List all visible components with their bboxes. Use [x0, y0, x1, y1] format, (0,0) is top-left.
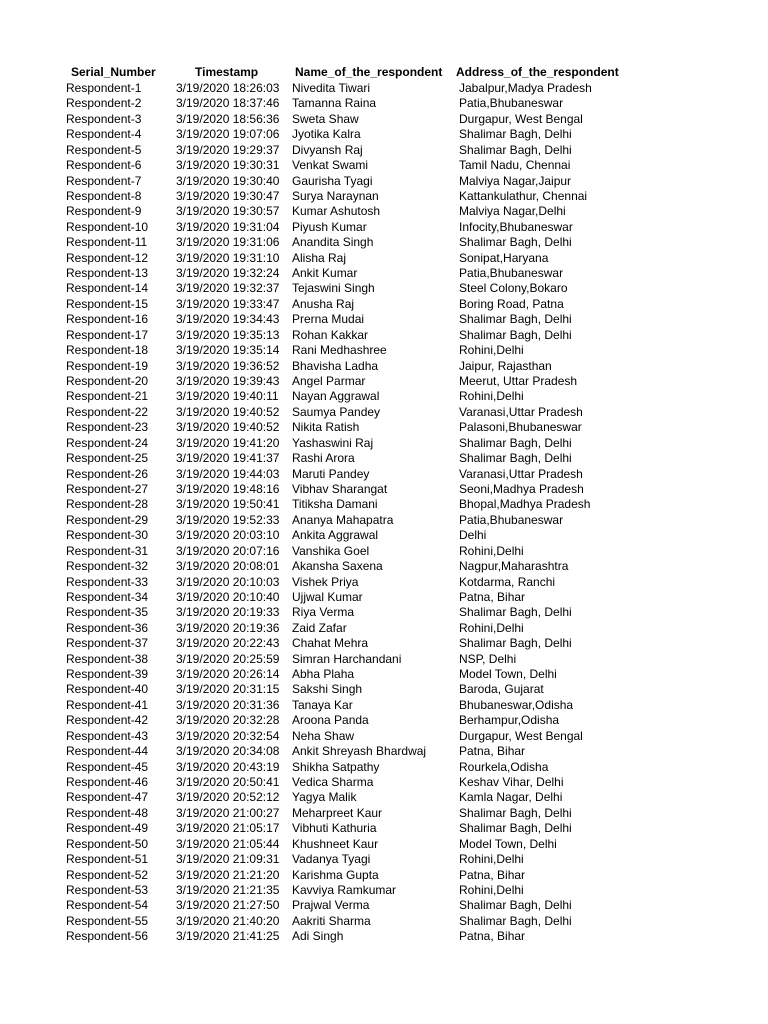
cell-serial-number: Respondent-7 — [66, 173, 142, 188]
cell-serial-number: Respondent-37 — [66, 636, 149, 651]
cell-name: Simran Harchandani — [292, 651, 402, 666]
table-row — [0, 621, 768, 636]
cell-address: Patia,Bhubaneswar — [459, 96, 564, 111]
cell-timestamp: 3/19/2020 19:31:06 — [176, 235, 280, 250]
cell-serial-number: Respondent-53 — [66, 882, 149, 897]
cell-timestamp: 3/19/2020 20:52:12 — [176, 790, 280, 805]
cell-serial-number: Respondent-30 — [66, 528, 149, 543]
cell-name: Anusha Raj — [292, 296, 355, 311]
cell-serial-number: Respondent-44 — [66, 744, 149, 759]
cell-address: Shalimar Bagh, Delhi — [459, 605, 572, 620]
cell-address: Seoni,Madhya Pradesh — [459, 481, 584, 496]
cell-address: Delhi — [459, 528, 487, 543]
cell-serial-number: Respondent-8 — [66, 188, 142, 203]
cell-address: Tamil Nadu, Chennai — [459, 158, 571, 173]
cell-serial-number: Respondent-11 — [66, 235, 148, 250]
cell-timestamp: 3/19/2020 19:41:20 — [176, 435, 280, 450]
cell-timestamp: 3/19/2020 19:35:14 — [176, 343, 280, 358]
cell-serial-number: Respondent-23 — [66, 420, 149, 435]
cell-address: Infocity,Bhubaneswar — [459, 219, 573, 234]
cell-timestamp: 3/19/2020 19:40:11 — [176, 389, 279, 404]
cell-address: Kotdarma, Ranchi — [459, 574, 556, 589]
cell-name: Vibhav Sharangat — [292, 481, 388, 496]
cell-name: Riya Verma — [292, 605, 355, 620]
table-row — [0, 914, 768, 929]
cell-serial-number: Respondent-36 — [66, 620, 149, 635]
header-timestamp: Timestamp — [195, 65, 259, 79]
cell-timestamp: 3/19/2020 20:31:15 — [176, 682, 280, 697]
cell-timestamp: 3/19/2020 20:43:19 — [176, 759, 280, 774]
cell-address: Berhampur,Odisha — [459, 713, 560, 728]
cell-serial-number: Respondent-52 — [66, 867, 149, 882]
cell-serial-number: Respondent-28 — [66, 497, 149, 512]
table-row — [0, 204, 768, 219]
cell-name: Prajwal Verma — [292, 898, 370, 913]
cell-name: Karishma Gupta — [292, 867, 379, 882]
cell-address: Shalimar Bagh, Delhi — [459, 451, 572, 466]
cell-serial-number: Respondent-34 — [66, 589, 149, 604]
cell-timestamp: 3/19/2020 20:32:28 — [176, 713, 280, 728]
cell-name: Ankit Kumar — [292, 266, 358, 281]
cell-serial-number: Respondent-24 — [66, 435, 149, 450]
cell-serial-number: Respondent-51 — [66, 852, 149, 867]
table-row — [0, 497, 768, 512]
cell-timestamp: 3/19/2020 20:10:03 — [176, 574, 280, 589]
cell-address: Steel Colony,Bokaro — [459, 281, 568, 296]
cell-name: Sakshi Singh — [292, 682, 363, 697]
cell-name: Tanaya Kar — [292, 697, 353, 712]
cell-name: Alisha Raj — [292, 250, 347, 265]
cell-serial-number: Respondent-46 — [66, 774, 149, 789]
cell-name: Saumya Pandey — [292, 404, 381, 419]
cell-timestamp: 3/19/2020 18:56:36 — [176, 111, 280, 126]
cell-serial-number: Respondent-54 — [66, 898, 149, 913]
cell-timestamp: 3/19/2020 20:07:16 — [176, 543, 280, 558]
cell-address: Shalimar Bagh, Delhi — [459, 898, 572, 913]
table-row — [0, 744, 768, 759]
cell-name: Neha Shaw — [292, 728, 355, 743]
cell-timestamp: 3/19/2020 20:10:40 — [176, 589, 280, 604]
cell-address: NSP, Delhi — [459, 651, 517, 666]
cell-address: Jaipur, Rajasthan — [459, 358, 552, 373]
cell-serial-number: Respondent-17 — [66, 327, 149, 342]
cell-serial-number: Respondent-25 — [66, 451, 149, 466]
cell-address: Malviya Nagar,Jaipur — [459, 173, 572, 188]
table-row — [0, 713, 768, 728]
table-row — [0, 775, 768, 790]
cell-timestamp: 3/19/2020 20:26:14 — [176, 667, 280, 682]
table-row — [0, 389, 768, 404]
cell-timestamp: 3/19/2020 20:32:54 — [176, 728, 280, 743]
cell-timestamp: 3/19/2020 19:41:37 — [176, 451, 280, 466]
cell-serial-number: Respondent-47 — [66, 790, 149, 805]
cell-timestamp: 3/19/2020 21:05:17 — [176, 821, 280, 836]
table-row — [0, 343, 768, 358]
cell-name: Anandita Singh — [292, 235, 374, 250]
cell-name: Tejaswini Singh — [292, 281, 375, 296]
cell-name: Meharpreet Kaur — [292, 805, 383, 820]
table-row — [0, 235, 768, 250]
table-row — [0, 220, 768, 235]
table-row — [0, 575, 768, 590]
cell-serial-number: Respondent-21 — [66, 389, 149, 404]
cell-name: Nayan Aggrawal — [292, 389, 380, 404]
table-row — [0, 281, 768, 296]
table-row — [0, 790, 768, 805]
table-row — [0, 590, 768, 605]
table-row — [0, 189, 768, 204]
cell-serial-number: Respondent-20 — [66, 374, 149, 389]
cell-address: Patna, Bihar — [459, 589, 526, 604]
cell-timestamp: 3/19/2020 19:30:57 — [176, 204, 280, 219]
cell-serial-number: Respondent-5 — [66, 142, 142, 157]
cell-name: Shikha Satpathy — [292, 759, 380, 774]
cell-name: Rohan Kakkar — [292, 327, 369, 342]
header-address: Address_of_the_respondent — [456, 65, 619, 79]
cell-timestamp: 3/19/2020 21:41:25 — [176, 929, 280, 944]
cell-name: Maruti Pandey — [292, 466, 370, 481]
cell-serial-number: Respondent-32 — [66, 559, 149, 574]
cell-address: Patna, Bihar — [459, 929, 526, 944]
cell-address: Rohini,Delhi — [459, 882, 524, 897]
cell-timestamp: 3/19/2020 19:30:40 — [176, 173, 280, 188]
cell-name: Yashaswini Raj — [292, 435, 374, 450]
table-row — [0, 806, 768, 821]
cell-timestamp: 3/19/2020 20:08:01 — [176, 559, 280, 574]
cell-timestamp: 3/19/2020 21:09:31 — [176, 852, 280, 867]
table-row — [0, 544, 768, 559]
cell-timestamp: 3/19/2020 21:21:35 — [176, 882, 280, 897]
cell-serial-number: Respondent-42 — [66, 713, 149, 728]
cell-name: Nikita Ratish — [292, 420, 360, 435]
cell-address: Malviya Nagar,Delhi — [459, 204, 566, 219]
cell-address: Shalimar Bagh, Delhi — [459, 636, 572, 651]
cell-address: Rohini,Delhi — [459, 852, 524, 867]
table-row — [0, 837, 768, 852]
table-row — [0, 698, 768, 713]
cell-timestamp: 3/19/2020 18:37:46 — [176, 96, 280, 111]
table-row — [0, 898, 768, 913]
table-row — [0, 605, 768, 620]
table-row — [0, 513, 768, 528]
header-serial-number: Serial_Number — [71, 65, 156, 79]
cell-address: Durgapur, West Bengal — [459, 111, 583, 126]
cell-timestamp: 3/19/2020 19:35:13 — [176, 327, 280, 342]
table-row — [0, 929, 768, 944]
table-row — [0, 821, 768, 836]
cell-address: Rohini,Delhi — [459, 620, 524, 635]
cell-name: Venkat Swami — [292, 158, 369, 173]
cell-serial-number: Respondent-43 — [66, 728, 149, 743]
cell-timestamp: 3/19/2020 20:19:33 — [176, 605, 280, 620]
table-row — [0, 174, 768, 189]
cell-address: Model Town, Delhi — [459, 836, 557, 851]
table-row — [0, 158, 768, 173]
table-row — [0, 559, 768, 574]
cell-serial-number: Respondent-29 — [66, 512, 149, 527]
table-row — [0, 405, 768, 420]
table-row — [0, 868, 768, 883]
cell-timestamp: 3/19/2020 20:22:43 — [176, 636, 280, 651]
cell-name: Aakriti Sharma — [292, 913, 371, 928]
cell-timestamp: 3/19/2020 19:40:52 — [176, 404, 280, 419]
cell-timestamp: 3/19/2020 19:07:06 — [176, 127, 280, 142]
table-row — [0, 883, 768, 898]
cell-serial-number: Respondent-48 — [66, 805, 149, 820]
cell-serial-number: Respondent-35 — [66, 605, 149, 620]
cell-serial-number: Respondent-31 — [66, 543, 149, 558]
cell-name: Piyush Kumar — [292, 219, 367, 234]
cell-address: Kattankulathur, Chennai — [459, 188, 588, 203]
cell-timestamp: 3/19/2020 20:34:08 — [176, 744, 280, 759]
cell-address: Shalimar Bagh, Delhi — [459, 127, 572, 142]
table-row — [0, 760, 768, 775]
table-row — [0, 852, 768, 867]
cell-timestamp: 3/19/2020 21:05:44 — [176, 836, 280, 851]
cell-timestamp: 3/19/2020 19:33:47 — [176, 296, 280, 311]
cell-name: Ujjwal Kumar — [292, 589, 363, 604]
cell-serial-number: Respondent-18 — [66, 343, 149, 358]
cell-timestamp: 3/19/2020 19:52:33 — [176, 512, 280, 527]
cell-address: Varanasi,Uttar Pradesh — [459, 466, 583, 481]
header-name: Name_of_the_respondent — [295, 65, 443, 79]
cell-address: Patia,Bhubaneswar — [459, 512, 564, 527]
table-row — [0, 266, 768, 281]
cell-timestamp: 3/19/2020 19:31:10 — [176, 250, 280, 265]
table-row — [0, 682, 768, 697]
cell-name: Sweta Shaw — [292, 111, 359, 126]
cell-timestamp: 3/19/2020 19:29:37 — [176, 142, 280, 157]
cell-name: Ankit Shreyash Bhardwaj — [292, 744, 427, 759]
cell-serial-number: Respondent-13 — [66, 266, 149, 281]
cell-name: Zaid Zafar — [292, 620, 347, 635]
table-row — [0, 636, 768, 651]
cell-address: Kamla Nagar, Delhi — [459, 790, 563, 805]
cell-timestamp: 3/19/2020 19:48:16 — [176, 481, 280, 496]
cell-address: Boring Road, Patna — [459, 296, 564, 311]
cell-timestamp: 3/19/2020 18:26:03 — [176, 81, 280, 95]
cell-address: Shalimar Bagh, Delhi — [459, 435, 572, 450]
cell-address: Rohini,Delhi — [459, 343, 524, 358]
cell-address: Model Town, Delhi — [459, 667, 557, 682]
cell-serial-number: Respondent-14 — [66, 281, 149, 296]
cell-timestamp: 3/19/2020 20:03:10 — [176, 528, 280, 543]
cell-serial-number: Respondent-38 — [66, 651, 149, 666]
table-row — [0, 143, 768, 158]
cell-timestamp: 3/19/2020 19:31:04 — [176, 219, 280, 234]
table-row — [0, 96, 768, 111]
cell-name: Abha Plaha — [292, 667, 355, 682]
cell-name: Adi Singh — [292, 929, 344, 944]
table-row — [0, 81, 768, 96]
cell-name: Vibhuti Kathuria — [292, 821, 377, 836]
cell-timestamp: 3/19/2020 21:27:50 — [176, 898, 280, 913]
cell-timestamp: 3/19/2020 19:32:37 — [176, 281, 280, 296]
cell-address: Shalimar Bagh, Delhi — [459, 327, 572, 342]
cell-name: Divyansh Raj — [292, 142, 363, 157]
cell-name: Bhavisha Ladha — [292, 358, 379, 373]
cell-serial-number: Respondent-26 — [66, 466, 149, 481]
cell-address: Patna, Bihar — [459, 867, 526, 882]
cell-timestamp: 3/19/2020 21:00:27 — [176, 805, 280, 820]
cell-serial-number: Respondent-22 — [66, 404, 149, 419]
cell-timestamp: 3/19/2020 19:34:43 — [176, 312, 280, 327]
cell-serial-number: Respondent-9 — [66, 204, 142, 219]
cell-address: Shalimar Bagh, Delhi — [459, 235, 572, 250]
cell-address: Shalimar Bagh, Delhi — [459, 142, 572, 157]
cell-timestamp: 3/19/2020 21:21:20 — [176, 867, 280, 882]
cell-name: Rashi Arora — [292, 451, 355, 466]
cell-serial-number: Respondent-41 — [66, 697, 149, 712]
cell-address: Shalimar Bagh, Delhi — [459, 312, 572, 327]
cell-address: Rohini,Delhi — [459, 543, 524, 558]
cell-name: Surya Naraynan — [292, 188, 379, 203]
table-row — [0, 420, 768, 435]
cell-address: Meerut, Uttar Pradesh — [459, 374, 578, 389]
cell-timestamp: 3/19/2020 21:40:20 — [176, 913, 280, 928]
table-row — [0, 528, 768, 543]
cell-timestamp: 3/19/2020 19:36:52 — [176, 358, 280, 373]
cell-address: Baroda, Gujarat — [459, 682, 544, 697]
cell-serial-number: Respondent-56 — [66, 929, 149, 944]
cell-timestamp: 3/19/2020 20:50:41 — [176, 774, 280, 789]
cell-timestamp: 3/19/2020 19:39:43 — [176, 374, 280, 389]
cell-serial-number: Respondent-1 — [66, 81, 142, 95]
cell-timestamp: 3/19/2020 19:30:31 — [176, 158, 280, 173]
cell-address: Shalimar Bagh, Delhi — [459, 805, 572, 820]
cell-name: Gaurisha Tyagi — [292, 173, 373, 188]
cell-serial-number: Respondent-33 — [66, 574, 149, 589]
cell-address: Shalimar Bagh, Delhi — [459, 913, 572, 928]
table-row — [0, 667, 768, 682]
table-row — [0, 328, 768, 343]
table-row — [0, 112, 768, 127]
table-row — [0, 467, 768, 482]
cell-name: Vishek Priya — [292, 574, 359, 589]
table-row — [0, 652, 768, 667]
cell-name: Vanshika Goel — [292, 543, 370, 558]
cell-serial-number: Respondent-3 — [66, 111, 142, 126]
cell-timestamp: 3/19/2020 20:25:59 — [176, 651, 280, 666]
table-row — [0, 127, 768, 142]
cell-name: Angel Parmar — [292, 374, 366, 389]
cell-address: Sonipat,Haryana — [459, 250, 549, 265]
cell-serial-number: Respondent-27 — [66, 481, 149, 496]
cell-address: Varanasi,Uttar Pradesh — [459, 404, 583, 419]
cell-address: Rohini,Delhi — [459, 389, 524, 404]
header-row — [0, 64, 768, 81]
cell-name: Akansha Saxena — [292, 559, 383, 574]
cell-name: Vadanya Tyagi — [292, 852, 371, 867]
cell-name: Rani Medhashree — [292, 343, 387, 358]
cell-name: Ankita Aggrawal — [292, 528, 379, 543]
cell-timestamp: 3/19/2020 20:31:36 — [176, 697, 280, 712]
cell-serial-number: Respondent-40 — [66, 682, 149, 697]
cell-name: Aroona Panda — [292, 713, 369, 728]
table-row — [0, 436, 768, 451]
table-row — [0, 451, 768, 466]
cell-serial-number: Respondent-2 — [66, 96, 142, 111]
cell-timestamp: 3/19/2020 19:50:41 — [176, 497, 280, 512]
table-body — [0, 81, 768, 945]
cell-name: Jyotika Kalra — [292, 127, 361, 142]
cell-serial-number: Respondent-55 — [66, 913, 149, 928]
cell-serial-number: Respondent-4 — [66, 127, 142, 142]
cell-name: Ananya Mahapatra — [292, 512, 394, 527]
cell-serial-number: Respondent-6 — [66, 158, 142, 173]
cell-address: Keshav Vihar, Delhi — [459, 774, 564, 789]
cell-address: Jabalpur,Madya Pradesh — [459, 81, 592, 95]
cell-address: Bhubaneswar,Odisha — [459, 697, 574, 712]
table-row — [0, 359, 768, 374]
table-row — [0, 312, 768, 327]
cell-serial-number: Respondent-15 — [66, 296, 149, 311]
cell-address: Bhopal,Madhya Pradesh — [459, 497, 591, 512]
cell-timestamp: 3/19/2020 19:30:47 — [176, 188, 280, 203]
cell-address: Nagpur,Maharashtra — [459, 559, 569, 574]
cell-address: Rourkela,Odisha — [459, 759, 549, 774]
cell-name: Vedica Sharma — [292, 774, 374, 789]
cell-serial-number: Respondent-10 — [66, 219, 149, 234]
cell-name: Yagya Malik — [292, 790, 357, 805]
cell-address: Durgapur, West Bengal — [459, 728, 583, 743]
cell-serial-number: Respondent-50 — [66, 836, 149, 851]
cell-name: Khushneet Kaur — [292, 836, 379, 851]
cell-name: Titiksha Damani — [292, 497, 378, 512]
table-row — [0, 729, 768, 744]
cell-serial-number: Respondent-19 — [66, 358, 149, 373]
cell-address: Shalimar Bagh, Delhi — [459, 821, 572, 836]
respondent-table — [0, 64, 768, 945]
cell-address: Palasoni,Bhubaneswar — [459, 420, 582, 435]
cell-name: Kavviya Ramkumar — [292, 882, 397, 897]
cell-name: Prerna Mudai — [292, 312, 365, 327]
cell-timestamp: 3/19/2020 19:40:52 — [176, 420, 280, 435]
table-row — [0, 482, 768, 497]
cell-serial-number: Respondent-45 — [66, 759, 149, 774]
cell-address: Patia,Bhubaneswar — [459, 266, 564, 281]
cell-name: Kumar Ashutosh — [292, 204, 381, 219]
cell-serial-number: Respondent-49 — [66, 821, 149, 836]
cell-name: Chahat Mehra — [292, 636, 369, 651]
cell-timestamp: 3/19/2020 19:44:03 — [176, 466, 280, 481]
table-row — [0, 251, 768, 266]
table-row — [0, 374, 768, 389]
cell-serial-number: Respondent-12 — [66, 250, 149, 265]
cell-serial-number: Respondent-39 — [66, 667, 149, 682]
cell-name: Tamanna Raina — [292, 96, 377, 111]
table-row — [0, 297, 768, 312]
cell-address: Patna, Bihar — [459, 744, 526, 759]
cell-timestamp: 3/19/2020 19:32:24 — [176, 266, 280, 281]
cell-serial-number: Respondent-16 — [66, 312, 149, 327]
cell-timestamp: 3/19/2020 20:19:36 — [176, 620, 280, 635]
cell-name: Nivedita Tiwari — [292, 81, 371, 95]
